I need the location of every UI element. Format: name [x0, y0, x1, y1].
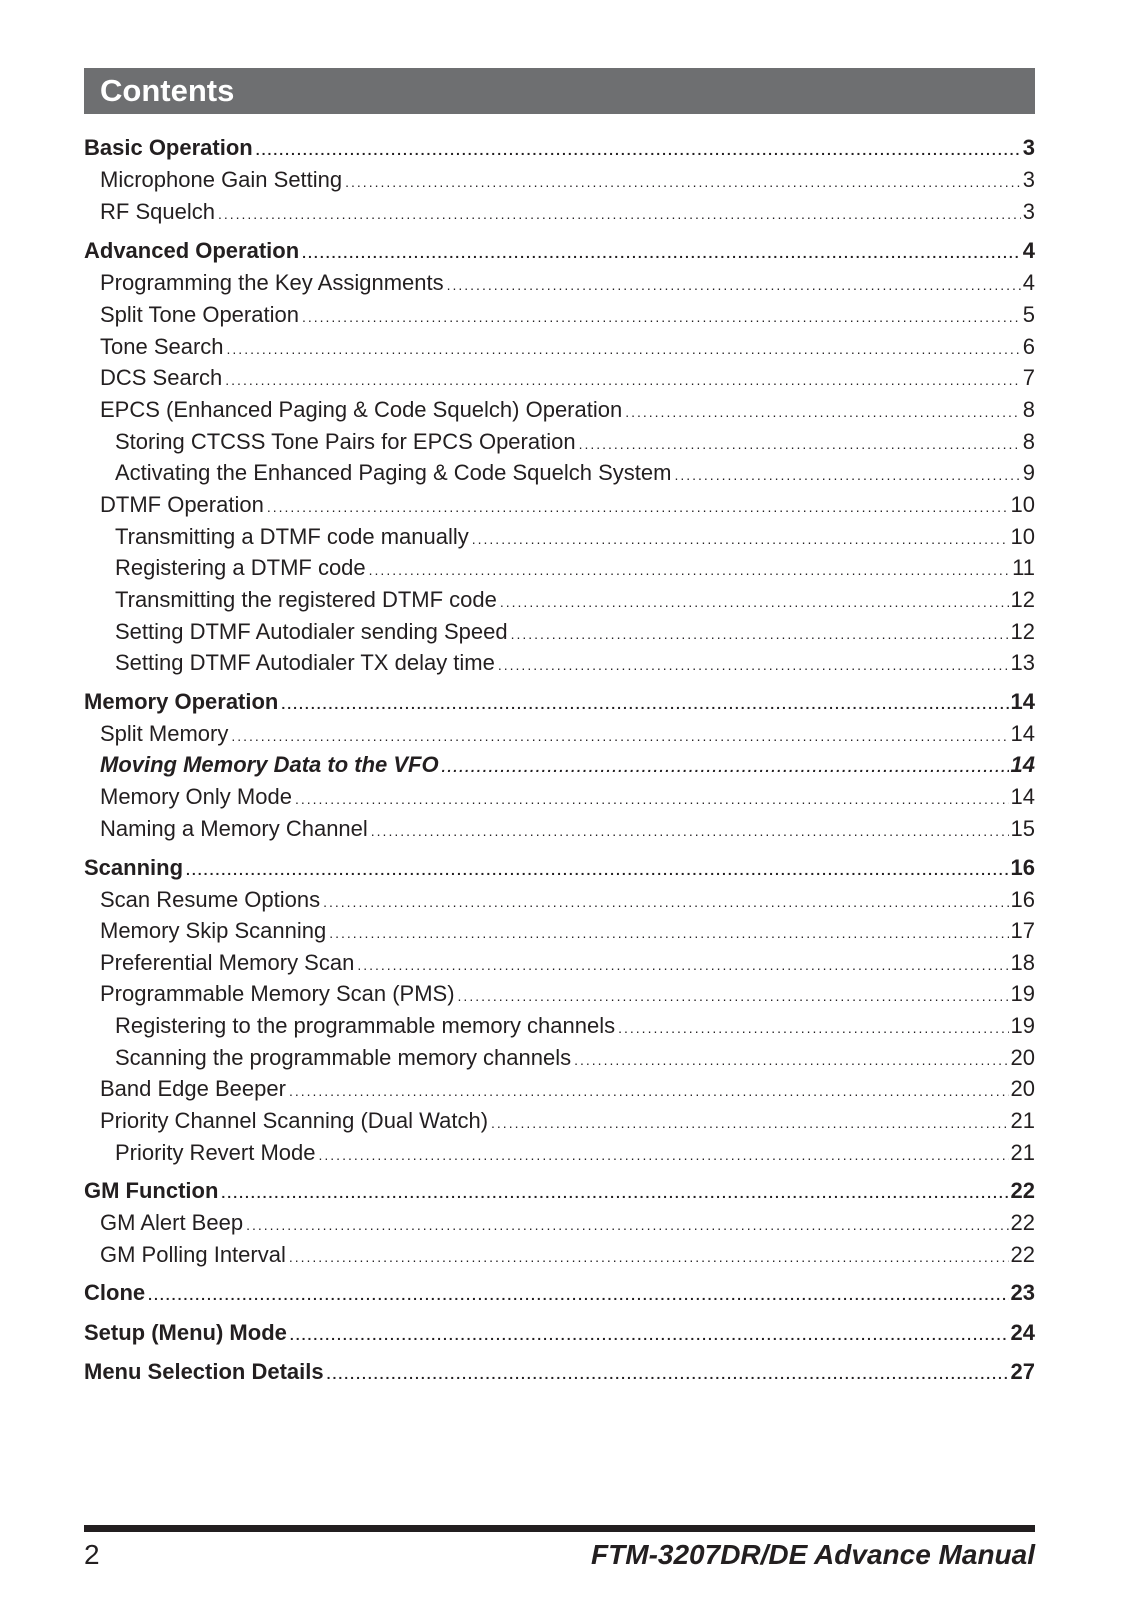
toc-entry[interactable] [100, 1240, 1035, 1270]
toc-dot-leader [221, 1178, 1008, 1208]
toc-dot-leader [674, 460, 1020, 490]
toc-entry[interactable] [115, 585, 1035, 615]
toc-entry-title: Basic Operation [84, 135, 253, 160]
toc-dot-leader [227, 334, 1021, 364]
toc-entry[interactable] [115, 553, 1035, 583]
toc-entry-title: EPCS (Enhanced Paging & Code Squelch) Operation [100, 397, 623, 422]
toc-dot-leader [289, 1076, 1009, 1106]
toc-entry-page: 14 [1010, 752, 1035, 777]
toc-entry-title: Memory Operation [84, 689, 279, 714]
toc-entry-title: Menu Selection Details [84, 1359, 324, 1384]
toc-entry-title: Tone Search [100, 334, 224, 359]
toc-dot-leader [289, 1242, 1009, 1272]
toc-entry-page: 14 [1010, 721, 1035, 746]
toc-entry[interactable] [84, 853, 1035, 883]
toc-dot-leader [442, 752, 1009, 782]
toc-entry-page: 9 [1022, 460, 1035, 485]
toc-entry[interactable] [100, 363, 1035, 393]
toc-entry[interactable] [84, 1176, 1035, 1206]
toc-dot-leader [625, 397, 1021, 427]
toc-entry-page: 6 [1022, 334, 1035, 359]
toc-entry-page: 3 [1022, 167, 1035, 192]
toc-dot-leader [323, 887, 1008, 917]
toc-entry[interactable] [84, 687, 1035, 717]
toc-entry-title: Activating the Enhanced Paging & Code Squelch System [115, 460, 672, 485]
toc-entry-page: 22 [1010, 1242, 1035, 1267]
toc-dot-leader [246, 1210, 1008, 1240]
toc-entry-title: GM Function [84, 1178, 219, 1203]
toc-entry[interactable] [115, 1043, 1035, 1073]
toc-dot-leader [458, 981, 1009, 1011]
toc-entry[interactable] [100, 885, 1035, 915]
toc-entry[interactable] [100, 490, 1035, 520]
toc-dot-leader [148, 1280, 1008, 1310]
toc-entry[interactable] [115, 522, 1035, 552]
toc-entry-page: 10 [1010, 524, 1035, 549]
toc-dot-leader [511, 619, 1009, 649]
toc-entry-page: 20 [1010, 1045, 1035, 1070]
toc-entry[interactable] [100, 165, 1035, 195]
toc-entry-page: 12 [1010, 587, 1035, 612]
toc-entry[interactable] [84, 236, 1035, 266]
toc-entry[interactable] [100, 814, 1035, 844]
toc-entry-page: 20 [1010, 1076, 1035, 1101]
toc-entry[interactable] [115, 1138, 1035, 1168]
toc-entry-page: 3 [1022, 135, 1035, 160]
toc-entry-page: 4 [1022, 238, 1035, 263]
toc-entry-page: 16 [1010, 855, 1035, 880]
toc-entry[interactable] [100, 300, 1035, 330]
toc-entry-page: 8 [1022, 429, 1035, 454]
toc-entry[interactable] [100, 268, 1035, 298]
toc-dot-leader [447, 270, 1021, 300]
toc-entry[interactable] [115, 648, 1035, 678]
toc-entry[interactable] [84, 1318, 1035, 1348]
toc-dot-leader [302, 302, 1021, 332]
toc-entry-title: Setup (Menu) Mode [84, 1320, 287, 1345]
toc-entry-title: Moving Memory Data to the VFO [100, 752, 439, 777]
toc-dot-leader [267, 492, 1009, 522]
toc-entry-page: 24 [1010, 1320, 1035, 1345]
page-title: Contents [100, 73, 235, 108]
toc-entry[interactable] [115, 617, 1035, 647]
toc-dot-leader [225, 365, 1020, 395]
toc-dot-leader [498, 650, 1009, 680]
toc-entry-title: Clone [84, 1280, 146, 1305]
toc-dot-leader [302, 238, 1021, 268]
toc-entry-page: 21 [1010, 1140, 1035, 1165]
toc-entry-page: 14 [1010, 689, 1035, 714]
toc-entry-title: Registering a DTMF code [115, 555, 366, 580]
toc-entry-title: Scanning the programmable memory channels [115, 1045, 572, 1070]
toc-dot-leader [329, 918, 1008, 948]
toc-dot-leader [345, 167, 1021, 197]
toc-entry-page: 27 [1010, 1359, 1035, 1384]
toc-entry-page: 8 [1022, 397, 1035, 422]
toc-entry-title: RF Squelch [100, 199, 215, 224]
toc-entry-title: GM Polling Interval [100, 1242, 286, 1267]
toc-entry[interactable] [115, 458, 1035, 488]
toc-entry-title: Advanced Operation [84, 238, 300, 263]
toc-entry[interactable] [100, 782, 1035, 812]
toc-entry-title: Priority Revert Mode [115, 1140, 316, 1165]
toc-entry-title: Transmitting the registered DTMF code [115, 587, 497, 612]
toc-entry-page: 19 [1010, 1013, 1035, 1038]
toc-entry-page: 22 [1010, 1178, 1035, 1203]
toc-entry-title: Programming the Key Assignments [100, 270, 444, 295]
footer-manual-title: FTM-3207DR/DE Advance Manual [591, 1539, 1035, 1570]
toc-entry[interactable] [100, 750, 1035, 780]
toc-dot-leader [500, 587, 1009, 617]
toc-dot-leader [327, 1359, 1009, 1389]
toc-dot-leader [579, 429, 1021, 459]
toc-entry[interactable] [100, 1208, 1035, 1238]
toc-entry-page: 15 [1010, 816, 1035, 841]
toc-entry[interactable] [100, 395, 1035, 425]
toc-dot-leader [290, 1320, 1009, 1350]
toc-entry-page: 13 [1010, 650, 1035, 675]
footer-divider [84, 1525, 1035, 1532]
toc-entry-title: Scanning [84, 855, 184, 880]
toc-entry-title: Band Edge Beeper [100, 1076, 286, 1101]
toc-entry[interactable] [84, 133, 1035, 163]
toc-entry-title: Preferential Memory Scan [100, 950, 355, 975]
toc-entry[interactable] [100, 1106, 1035, 1136]
toc-dot-leader [256, 135, 1021, 165]
toc-dot-leader [618, 1013, 1008, 1043]
toc-entry-page: 14 [1010, 784, 1035, 809]
toc-entry-page: 18 [1010, 950, 1035, 975]
toc-entry[interactable] [115, 1011, 1035, 1041]
toc-dot-leader [218, 199, 1021, 229]
toc-entry-title: DCS Search [100, 365, 223, 390]
toc-entry-title: Naming a Memory Channel [100, 816, 368, 841]
toc-dot-leader [319, 1140, 1009, 1170]
toc-entry[interactable] [100, 979, 1035, 1009]
toc-entry[interactable] [100, 332, 1035, 362]
toc-dot-leader [472, 524, 1009, 554]
toc-entry[interactable] [100, 197, 1035, 227]
toc-entry-page: 3 [1022, 199, 1035, 224]
toc-entry-title: Split Tone Operation [100, 302, 299, 327]
toc-entry-title: Storing CTCSS Tone Pairs for EPCS Operation [115, 429, 576, 454]
toc-entry[interactable] [100, 719, 1035, 749]
toc-entry-title: Memory Skip Scanning [100, 918, 327, 943]
toc-entry-page: 22 [1010, 1210, 1035, 1235]
toc-dot-leader [295, 784, 1009, 814]
toc-dot-leader [491, 1108, 1008, 1138]
toc-entry-page: 19 [1010, 981, 1035, 1006]
toc-entry-page: 11 [1012, 555, 1035, 580]
toc-entry-title: DTMF Operation [100, 492, 264, 517]
toc-entry[interactable] [115, 427, 1035, 457]
toc-dot-leader [371, 816, 1009, 846]
toc-entry[interactable] [84, 1278, 1035, 1308]
toc-entry-title: Setting DTMF Autodialer sending Speed [115, 619, 508, 644]
toc-entry-title: Setting DTMF Autodialer TX delay time [115, 650, 495, 675]
toc-entry-title: Microphone Gain Setting [100, 167, 343, 192]
contents-header-bar [84, 68, 1035, 114]
toc-entry-page: 21 [1010, 1108, 1035, 1133]
toc-entry-title: Split Memory [100, 721, 229, 746]
toc-entry-page: 10 [1010, 492, 1035, 517]
toc-entry-title: Programmable Memory Scan (PMS) [100, 981, 455, 1006]
toc-entry-title: Priority Channel Scanning (Dual Watch) [100, 1108, 489, 1133]
toc-entry-page: 17 [1010, 918, 1035, 943]
toc-entry[interactable] [100, 948, 1035, 978]
toc-entry-page: 5 [1022, 302, 1035, 327]
toc-dot-leader [369, 555, 1011, 585]
toc-entry[interactable] [84, 1357, 1035, 1387]
toc-entry-title: Registering to the programmable memory channels [115, 1013, 616, 1038]
toc-entry-title: Scan Resume Options [100, 887, 321, 912]
toc-entry[interactable] [100, 916, 1035, 946]
toc-entry-title: GM Alert Beep [100, 1210, 244, 1235]
toc-entry-page: 16 [1010, 887, 1035, 912]
toc-dot-leader [281, 689, 1008, 719]
toc-entry-page: 7 [1022, 365, 1035, 390]
toc-entry-page: 4 [1022, 270, 1035, 295]
toc-dot-leader [574, 1045, 1008, 1075]
toc-entry[interactable] [100, 1074, 1035, 1104]
toc-dot-leader [357, 950, 1008, 980]
toc-entry-title: Transmitting a DTMF code manually [115, 524, 469, 549]
footer-page-number: 2 [84, 1539, 100, 1570]
toc-entry-title: Memory Only Mode [100, 784, 292, 809]
toc-dot-leader [186, 855, 1009, 885]
toc-entry-page: 23 [1010, 1280, 1035, 1305]
toc-entry-page: 12 [1010, 619, 1035, 644]
toc-dot-leader [231, 721, 1008, 751]
